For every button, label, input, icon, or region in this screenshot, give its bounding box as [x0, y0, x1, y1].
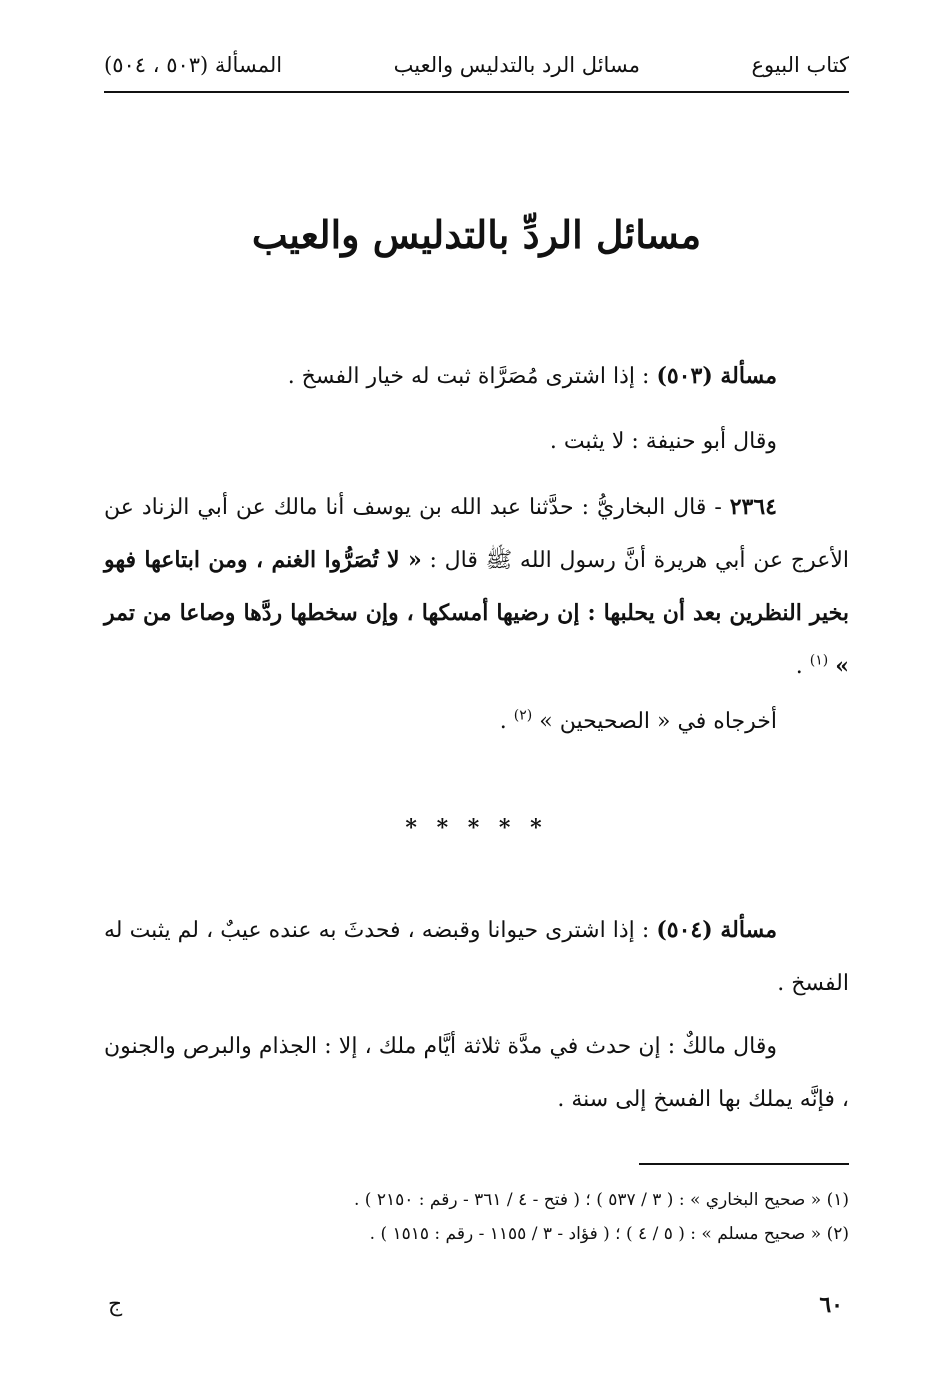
section-separator: * * * * * — [405, 815, 548, 841]
chapter-title: مسائل الردِّ بالتدليس والعيب — [251, 212, 702, 257]
abu-hanifa-paragraph: وقال أبو حنيفة : لا يثبت . — [549, 429, 777, 454]
malik-paragraph: وقال مالكٌ : إن حدث في مدَّة ثلاثة أيَّام ملك ، إلا : الجذام والبرص والجنون ، فإنَّه يملك بها الفسخ إلى سنة . — [104, 1034, 849, 1112]
signature-mark: ج — [108, 1292, 123, 1317]
issue-504-text: : إذا اشترى حيوانا وقبضه ، فحدثَ به عنده عيبٌ ، لم يثبت له الفسخ . — [104, 918, 849, 996]
hadith-paragraph — [104, 481, 849, 693]
header-issue-range: المسألة (٥٠٣ ، ٥٠٤) — [104, 53, 283, 77]
footnote-ref-2: (٢) — [513, 707, 533, 724]
hadith-quote: « لا تُصَرُّوا الغنم ، ومن ابتاعها فهو بخير النظرين بعد أن يحلبها : إن رضيها أمسكها ، وإن سخطها ردَّها وصاعا من تمر » — [104, 547, 849, 679]
hadith-number: ٢٣٦٤ — [729, 494, 777, 520]
footnote-ref-1: (١) — [809, 652, 829, 669]
issue-503-label: مسألة (٥٠٣) — [656, 363, 777, 389]
hadith-end: . — [795, 654, 810, 679]
running-header — [104, 48, 849, 82]
page-number: ٦٠ — [819, 1292, 843, 1318]
hadith-intro: - قال البخاريُّ : حدَّثنا عبد الله بن يوسف أنا مالك عن أبي الزناد عن الأعرج عن أبي هريرة أنَّ رسول الله ﷺ قال : — [104, 495, 849, 573]
takhrij-paragraph — [104, 695, 849, 748]
issue-504-label: مسألة (٥٠٤) — [656, 917, 777, 943]
header-book-title: كتاب البيوع — [751, 53, 849, 77]
takhrij-text: أخرجاه في « الصحيحين » — [532, 709, 777, 734]
footnote-2: (٢) « صحيح مسلم » : ( ٥ / ٤ ) ؛ ( فؤاد - ٣ / ١١٥٥ - رقم : ١٥١٥ ) . — [369, 1224, 849, 1244]
footnote-rule — [639, 1163, 849, 1165]
header-rule — [104, 91, 849, 93]
issue-503-paragraph — [104, 350, 849, 403]
footnote-1: (١) « صحيح البخاري » : ( ٣ / ٥٣٧ ) ؛ ( فتح - ٤ / ٣٦١ - رقم : ٢١٥٠ ) . — [353, 1190, 849, 1210]
issue-503-text: : إذا اشترى مُصَرَّاة ثبت له خيار الفسخ . — [287, 364, 657, 389]
takhrij-end: . — [499, 709, 514, 734]
issue-504-paragraph — [104, 904, 849, 1010]
header-chapter-title: مسائل الرد بالتدليس والعيب — [393, 53, 640, 77]
